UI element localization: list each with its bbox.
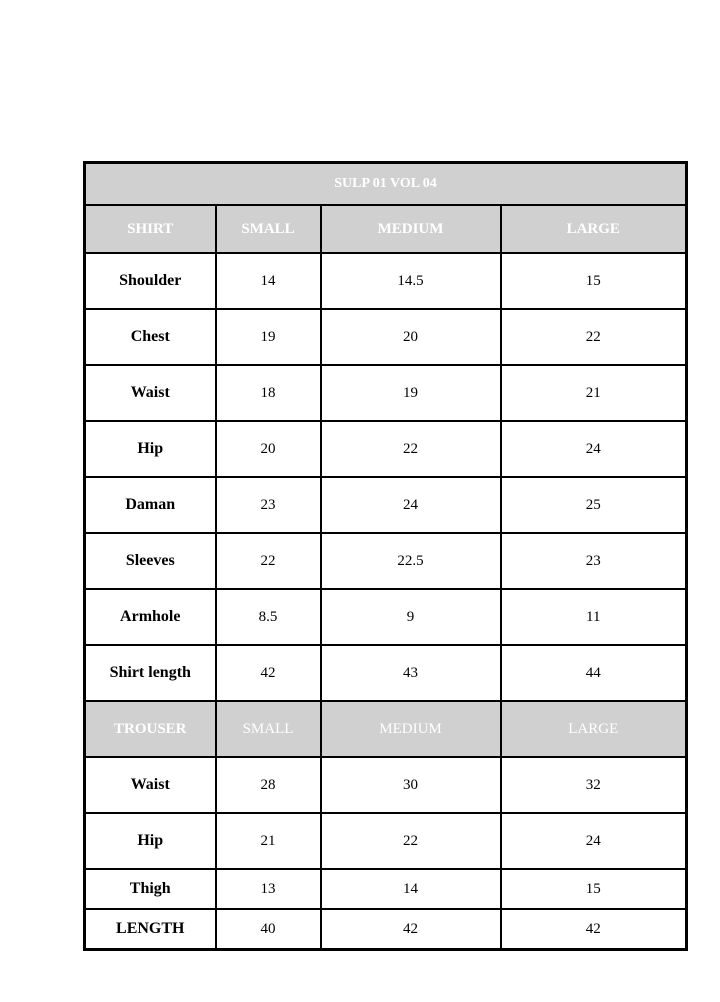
header-large: LARGE	[501, 205, 687, 253]
value-small: 22	[216, 533, 321, 589]
shirt-header-label: SHIRT	[85, 205, 216, 253]
trouser-header-row	[85, 701, 687, 757]
measurement-label: Daman	[85, 477, 216, 533]
measurement-label: LENGTH	[85, 909, 216, 950]
value-medium: 24	[321, 477, 501, 533]
value-small: 40	[216, 909, 321, 950]
value-large: 11	[501, 589, 687, 645]
value-medium: 43	[321, 645, 501, 701]
value-large: 15	[501, 253, 687, 309]
value-medium: 14.5	[321, 253, 501, 309]
value-small: 13	[216, 869, 321, 909]
header-medium: MEDIUM	[321, 701, 501, 757]
measurement-label: Hip	[85, 421, 216, 477]
value-small: 14	[216, 253, 321, 309]
table-row	[85, 365, 687, 421]
value-large: 22	[501, 309, 687, 365]
value-large: 25	[501, 477, 687, 533]
measurement-label: Chest	[85, 309, 216, 365]
measurement-label: Shirt length	[85, 645, 216, 701]
value-medium: 20	[321, 309, 501, 365]
value-small: 18	[216, 365, 321, 421]
value-large: 24	[501, 421, 687, 477]
value-large: 21	[501, 365, 687, 421]
measurement-label: Waist	[85, 757, 216, 813]
value-medium: 9	[321, 589, 501, 645]
header-small: SMALL	[216, 205, 321, 253]
table-row	[85, 477, 687, 533]
value-large: 24	[501, 813, 687, 869]
table-title-row	[85, 163, 687, 206]
table-row	[85, 757, 687, 813]
measurement-label: Sleeves	[85, 533, 216, 589]
measurement-label: Armhole	[85, 589, 216, 645]
header-medium: MEDIUM	[321, 205, 501, 253]
value-medium: 42	[321, 909, 501, 950]
table-title: SULP 01 VOL 04	[85, 163, 687, 206]
value-large: 15	[501, 869, 687, 909]
table-row	[85, 813, 687, 869]
size-chart-table	[83, 161, 688, 951]
value-small: 23	[216, 477, 321, 533]
value-medium: 19	[321, 365, 501, 421]
value-medium: 30	[321, 757, 501, 813]
trouser-header-label: TROUSER	[85, 701, 216, 757]
table-row	[85, 589, 687, 645]
value-small: 20	[216, 421, 321, 477]
shirt-header-row	[85, 205, 687, 253]
table-row	[85, 421, 687, 477]
value-small: 21	[216, 813, 321, 869]
value-large: 23	[501, 533, 687, 589]
measurement-label: Hip	[85, 813, 216, 869]
measurement-label: Waist	[85, 365, 216, 421]
table-row	[85, 645, 687, 701]
measurement-label: Shoulder	[85, 253, 216, 309]
value-medium: 22	[321, 813, 501, 869]
header-small: SMALL	[216, 701, 321, 757]
value-medium: 22	[321, 421, 501, 477]
value-medium: 14	[321, 869, 501, 909]
table-row	[85, 253, 687, 309]
value-medium: 22.5	[321, 533, 501, 589]
value-small: 28	[216, 757, 321, 813]
table-row	[85, 309, 687, 365]
value-large: 44	[501, 645, 687, 701]
table-row	[85, 869, 687, 909]
value-large: 32	[501, 757, 687, 813]
value-large: 42	[501, 909, 687, 950]
table-row	[85, 909, 687, 950]
value-small: 42	[216, 645, 321, 701]
value-small: 8.5	[216, 589, 321, 645]
value-small: 19	[216, 309, 321, 365]
table-row	[85, 533, 687, 589]
header-large: LARGE	[501, 701, 687, 757]
measurement-label: Thigh	[85, 869, 216, 909]
